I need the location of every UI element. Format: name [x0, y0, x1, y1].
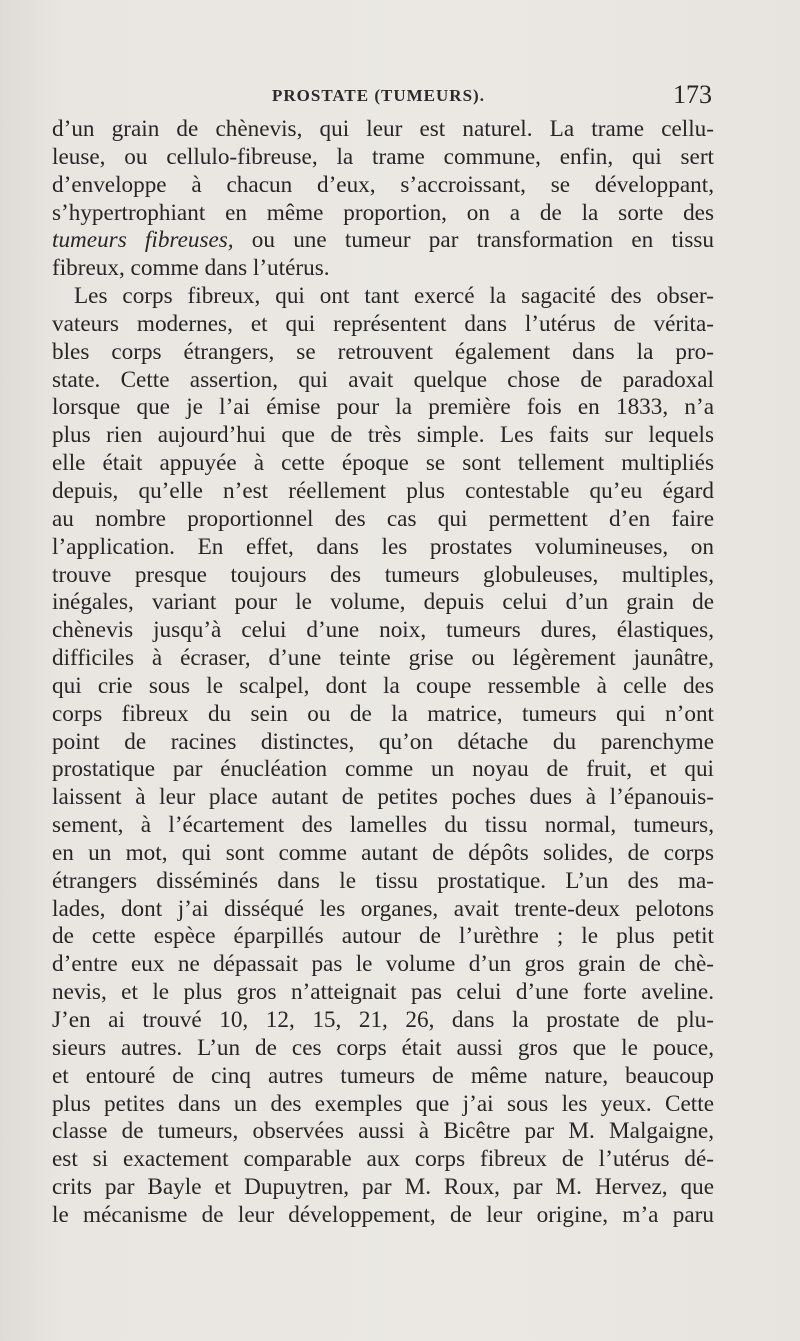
- text-line: de cette espèce éparpillés autour de l’urèthre ; le plus petit: [52, 923, 714, 950]
- text-line: s’hypertrophiant en même proportion, on a de la sorte des: [52, 199, 714, 226]
- text-line: vateurs modernes, et qui représentent dans l’utérus de vérita-: [52, 310, 714, 337]
- text-line: fibreux, comme dans l’utérus.: [52, 255, 330, 282]
- text-line: [52, 227, 714, 255]
- text-line: trouve presque toujours des tumeurs globuleuses, multiples,: [52, 561, 714, 588]
- text-line: l’application. En effet, dans les prostates volumineuses, on: [52, 533, 714, 560]
- text-line: laissent à leur place autant de petites poches dues à l’épanouis-: [52, 784, 714, 811]
- text-line: sieurs autres. L’un de ces corps était aussi gros que le pouce,: [52, 1034, 714, 1061]
- text-line: plus rien aujourd’hui que de très simple. Les faits sur lequels: [52, 422, 714, 449]
- text-line: et entouré de cinq autres tumeurs de même nature, beaucoup: [52, 1062, 714, 1089]
- text-line: d’enveloppe à chacun d’eux, s’accroissant, se développant,: [52, 171, 714, 198]
- text-line: inégales, variant pour le volume, depuis celui d’un grain de: [52, 589, 714, 616]
- text-line: plus petites dans un des exemples que j’ai sous les yeux. Cette: [52, 1090, 714, 1117]
- italic-term: tumeurs fibreuses,: [52, 227, 234, 254]
- text-line: est si exactement comparable aux corps fibreux de l’utérus dé-: [52, 1146, 714, 1173]
- text-line: classe de tumeurs, observées aussi à Bicêtre par M. Malgaigne,: [52, 1118, 714, 1145]
- text-line: J’en ai trouvé 10, 12, 15, 21, 26, dans la prostate de plu-: [52, 1007, 714, 1033]
- page-header: [52, 80, 712, 114]
- text-line: lades, dont j’ai disséqué les organes, avait trente-deux pelotons: [52, 895, 714, 922]
- text-line: en un mot, qui sont comme autant de dépôts solides, de corps: [52, 839, 714, 866]
- text-line: prostatique par énucléation comme un noyau de fruit, et qui: [52, 756, 714, 783]
- text-line: elle était appuyée à cette époque se sont tellement multipliés: [52, 450, 714, 477]
- text-line: crits par Bayle et Dupuytren, par M. Roux, par M. Hervez, que: [52, 1174, 714, 1201]
- page-number: 173: [673, 80, 712, 109]
- text-line: d’un grain de chènevis, qui leur est naturel. La trame cellu-: [52, 116, 714, 142]
- text-line: au nombre proportionnel des cas qui permettent d’en faire: [52, 505, 714, 532]
- text-line: difficiles à écraser, d’une teinte grise ou légèrement jaunâtre,: [52, 645, 714, 672]
- text-line: qui crie sous le scalpel, dont la coupe ressemble à celle des: [52, 672, 714, 699]
- running-head: PROSTATE (TUMEURS).: [272, 86, 485, 105]
- text-line: le mécanisme de leur développement, de leur origine, m’a paru: [52, 1201, 714, 1228]
- text-line: corps fibreux du sein ou de la matrice, tumeurs qui n’ont: [52, 700, 714, 727]
- text-line: bles corps étrangers, se retrouvent également dans la pro-: [52, 338, 714, 365]
- text-line: depuis, qu’elle n’est réellement plus contestable qu’eu égard: [52, 477, 714, 504]
- text-line: point de racines distinctes, qu’on détache du parenchyme: [52, 728, 714, 755]
- text-line: Les corps fibreux, qui ont tant exercé la sagacité des obser-: [74, 283, 714, 310]
- text-line: state. Cette assertion, qui avait quelque chose de paradoxal: [52, 366, 714, 393]
- text-line: d’entre eux ne dépassait pas le volume d’un gros grain de chè-: [52, 951, 714, 978]
- text-segment: ou une tumeur par transformation en tissu: [233, 227, 714, 254]
- text-line: chènevis jusqu’à celui d’une noix, tumeurs dures, élastiques,: [52, 617, 714, 644]
- text-line: lorsque que je l’ai émise pour la première fois en 1833, n’a: [52, 394, 714, 421]
- text-line: leuse, ou cellulo-fibreuse, la trame commune, enfin, qui sert: [52, 143, 714, 170]
- text-line: nevis, et le plus gros n’atteignait pas celui d’une forte aveline.: [52, 979, 714, 1006]
- body-text: [52, 116, 714, 1230]
- text-line: sement, à l’écartement des lamelles du tissu normal, tumeurs,: [52, 812, 714, 839]
- text-line: étrangers disséminés dans le tissu prostatique. L’un des ma-: [52, 867, 714, 894]
